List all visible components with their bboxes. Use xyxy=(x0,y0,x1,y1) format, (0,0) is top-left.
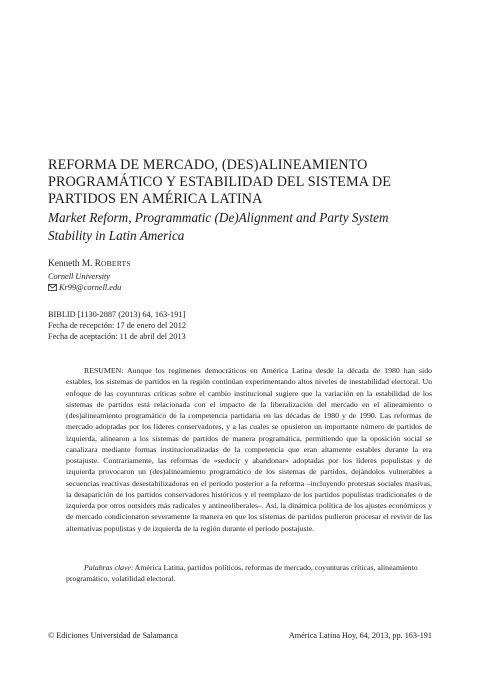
title-spanish xyxy=(48,157,448,209)
envelope-icon xyxy=(48,284,57,291)
title-en-line: Market Reform, Programmatic (De)Alignment and Party System xyxy=(48,210,389,225)
author-email-line xyxy=(48,282,121,293)
author-email[interactable]: Kr99@cornell.edu xyxy=(59,283,122,292)
title-en-line: Stability in Latin America xyxy=(48,228,185,243)
footer-copyright: © Ediciones Universidad de Salamanca xyxy=(48,631,178,640)
author-last: OBERTS xyxy=(100,259,131,268)
author-affiliation: Cornell University xyxy=(48,272,110,281)
abstract-text: RESUMEN: Aunque los regímenes democráticos en América Latina desde la década de 1980 han sido estables, los sistemas de partidos en la región continúan experimentando altos niveles de inestabilidad electoral. Un enfoque de las coyunturas críticas sobre el cambio institucional sugiere que la variación en la estabilidad de los sistemas de partidos está relacionada con el impacto de la liberalización del mercado en el alineamiento o (des)alineamiento programático de la competencia partidaria en las décadas de 1980 y de 1990. Las reformas de mercado adoptadas por los líderes conservadores, y a las cuales se opusieron un importante número de partidos de izquierda, alinearon a los sistemas de partidos de manera programática, permitiendo que la oposición social se canalizara mediante formas institucionalizadas de la competencia que eran altamente estables durante la era postajuste. Contrariamente, las reformas de «seducir y abandonar» adoptadas por los líderes populistas y de izquierda provocaron un (des)alineamiento programático de los sistemas de partidos, dejándolos vulnerables a secuencias reactivas desestabilizadoras en el período posterior a la reforma –incluyendo protestas sociales masivas, la desaparición de los partidos conservadores históricos y el reemplazo de los partidos populistas tradicionales o de izquierda por otros outsiders más radicales y antineoliberales–. Así, la dinámica política de los ajustes económicos y de mercado condicionaron severamente la manera en que los sistemas de partidos pudieron procesar el revivir de las alternativas populistas y de izquierda de la región durante el período postajuste. xyxy=(66,366,432,533)
title-es-line: REFORMA DE MERCADO, (DES)ALINEAMIENTO xyxy=(48,157,368,173)
keywords xyxy=(66,562,432,585)
bibliographic-info xyxy=(48,309,186,343)
title-english xyxy=(48,209,448,245)
title-es-line: PARTIDOS EN AMÉRICA LATINA xyxy=(48,191,263,208)
received-date: Fecha de recepción: 17 de enero del 2012 xyxy=(48,321,186,331)
keywords-label: Palabras clave xyxy=(84,563,131,572)
biblid-line: BIBLID [1130-2887 (2013) 64, 163-191] xyxy=(48,310,186,319)
author-name xyxy=(48,258,131,271)
footer-citation: América Latina Hoy, 64, 2013, pp. 163-191 xyxy=(288,631,432,640)
keywords-text: : América Latina, partidos políticos, reformas de mercado, coyunturas críticas, alineamiento programático, volatilidad electoral. xyxy=(66,563,418,584)
abstract xyxy=(66,365,432,534)
accepted-date: Fecha de aceptación: 11 de abril del 2013 xyxy=(48,332,186,342)
author-first: Kenneth M. R xyxy=(48,259,101,269)
title-es-line: PROGRAMÁTICO Y ESTABILIDAD DEL SISTEMA DE xyxy=(48,174,392,191)
